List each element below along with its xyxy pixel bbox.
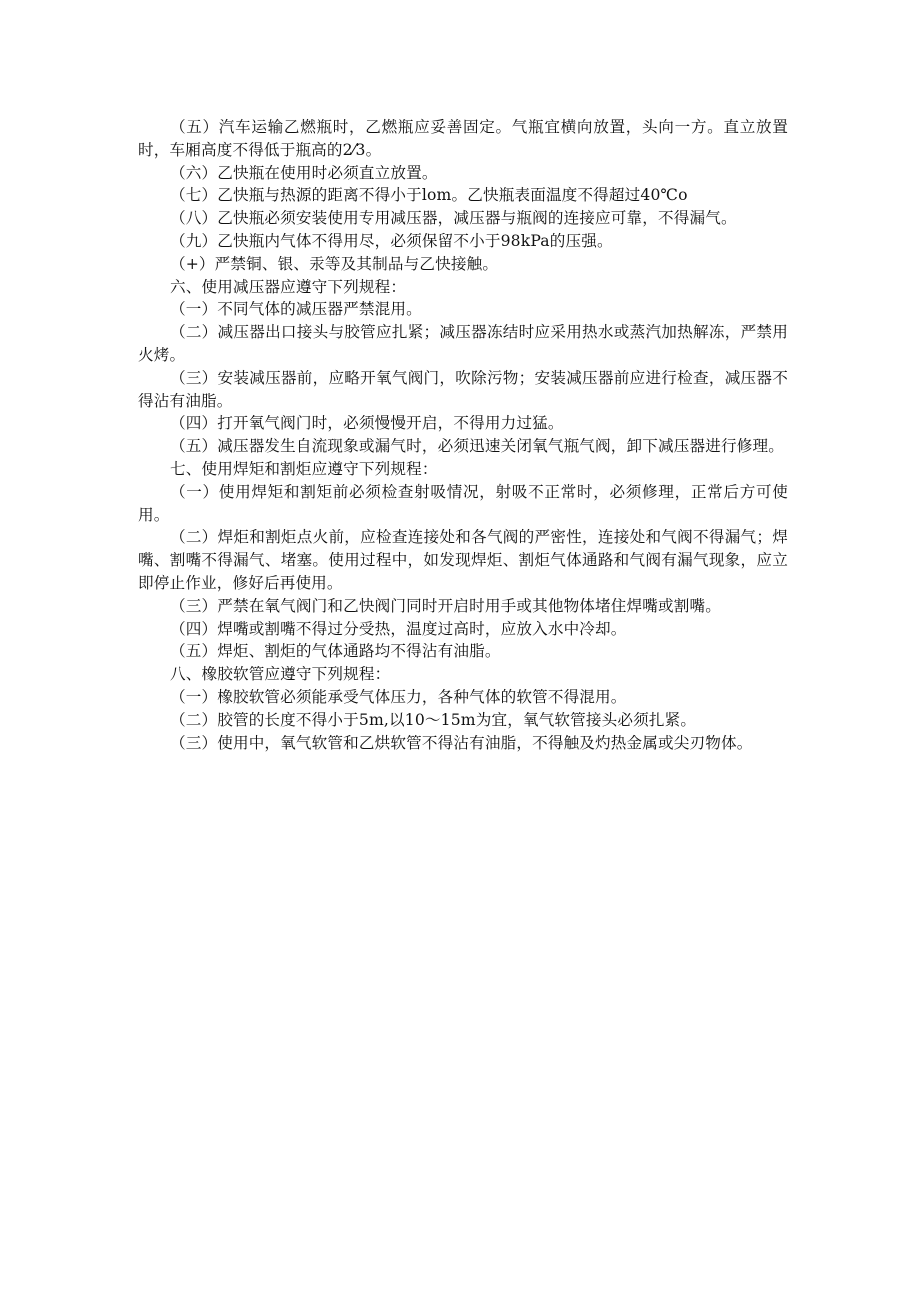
paragraph: （五）焊炬、割炬的气体通路均不得沾有油脂。 bbox=[169, 642, 501, 661]
section-heading: 八、橡胶软管应遵守下列规程： bbox=[169, 665, 391, 684]
paragraph: （二）减压器出口接头与胶管应扎紧；减压器冻结时应采用热水或蒸汽加热解冻，严禁用火烤。 bbox=[138, 323, 788, 364]
paragraph: （二）焊炬和割炬点火前，应检查连接处和各气阀的严密性，连接处和气阀不得漏气；焊嘴、割嘴不得漏气、堵塞。使用过程中，如发现焊炬、割炬气体通路和气阀有漏气现象，应立即停止作业，修好后再使用。 bbox=[138, 528, 788, 592]
paragraph: （三）使用中，氧气软管和乙烘软管不得沾有油脂，不得触及灼热金属或尖刃物体。 bbox=[169, 733, 753, 752]
paragraph: （六）乙快瓶在使用时必须直立放置。 bbox=[169, 163, 438, 182]
document-body bbox=[138, 116, 788, 754]
paragraph: （一）使用焊矩和割矩前必须检查射吸情况，射吸不正常时，必须修理，正常后方可使用。 bbox=[138, 482, 788, 524]
paragraph: （九）乙快瓶内气体不得用尽，必须保留不小于98kPa的压强。 bbox=[169, 231, 613, 250]
paragraph: （一）橡胶软管必须能承受气体压力，各种气体的软管不得混用。 bbox=[169, 687, 627, 706]
paragraph: （五）汽车运输乙燃瓶时，乙燃瓶应妥善固定。气瓶宜横向放置，头向一方。直立放置时，车厢高度不得低于瓶高的2⁄3。 bbox=[138, 118, 788, 159]
paragraph: （二）胶管的长度不得小于5m,以10〜15m为宜，氧气软管接头必须扎紧。 bbox=[169, 710, 697, 729]
paragraph: （七）乙快瓶与热源的距离不得小于lom。乙快瓶表面温度不得超过40℃o bbox=[169, 186, 688, 205]
paragraph: （三）严禁在氧气阀门和乙快阀门同时开启时用手或其他物体堵住焊嘴或割嘴。 bbox=[169, 596, 722, 615]
section-heading: 六、使用减压器应遵守下列规程： bbox=[169, 277, 407, 296]
paragraph: （五）减压器发生自流现象或漏气时，必须迅速关闭氧气瓶气阀，卸下减压器进行修理。 bbox=[169, 437, 784, 456]
paragraph: （四）打开氧气阀门时，必须慢慢开启，不得用力过猛。 bbox=[169, 414, 564, 433]
paragraph: （四）焊嘴或割嘴不得过分受热，温度过高时，应放入水中冷却。 bbox=[169, 619, 627, 638]
paragraph: （+）严禁铜、银、汞等及其制品与乙快接触。 bbox=[169, 254, 499, 273]
section-heading: 七、使用焊矩和割炬应遵守下列规程： bbox=[169, 459, 438, 478]
paragraph: （三）安装减压器前，应略开氧气阀门，吹除污物；安装减压器前应进行检查，减压器不得沾有油脂。 bbox=[138, 368, 788, 410]
paragraph: （八）乙快瓶必须安装使用专用减压器，减压器与瓶阀的连接应可靠，不得漏气。 bbox=[169, 209, 737, 228]
paragraph: （一）不同气体的减压器严禁混用。 bbox=[169, 300, 422, 319]
